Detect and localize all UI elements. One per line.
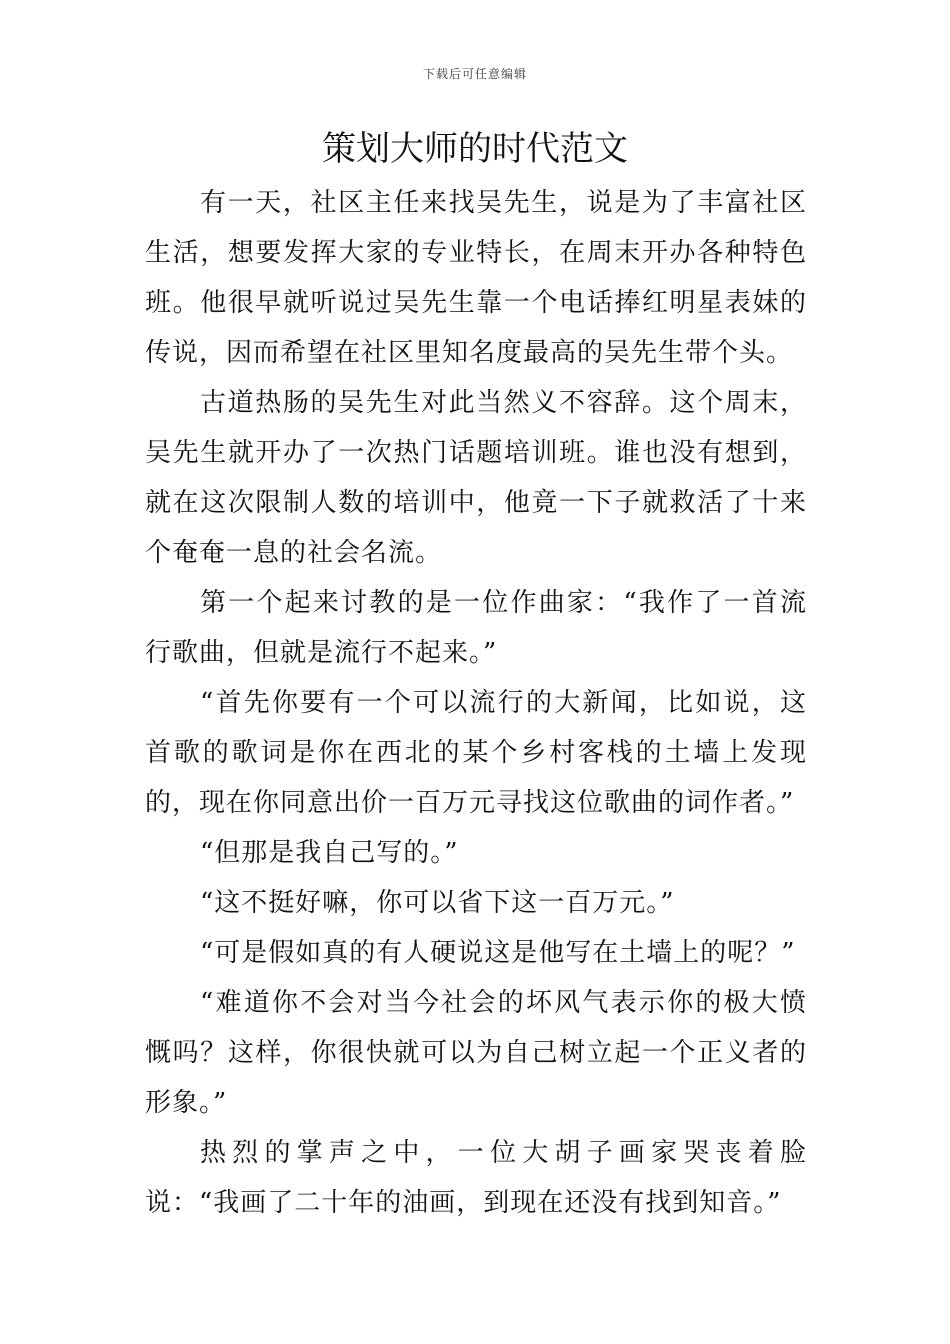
- paragraph: 有一天，社区主任来找吴先生，说是为了丰富社区生活，想要发挥大家的专业特长，在周末开办各种特色班。他很早就听说过吴先生靠一个电话捧红明星表妹的传说，因而希望在社区里知名度最高的吴先生带个头。: [145, 188, 807, 368]
- paragraph: “但那是我自己写的。”: [200, 838, 459, 868]
- page-title: 策划大师的时代范文: [322, 129, 628, 169]
- paragraph: 第一个起来讨教的是一位作曲家：“我作了一首流行歌曲，但就是流行不起来。”: [145, 588, 807, 668]
- paragraph: 古道热肠的吴先生对此当然义不容辞。这个周末，吴先生就开办了一次热门话题培训班。谁也没有想到，就在这次限制人数的培训中，他竟一下子就救活了十来个奄奄一息的社会名流。: [145, 388, 807, 568]
- paragraph: 热烈的掌声之中，一位大胡子画家哭丧着脸说：“我画了二十年的油画，到现在还没有找到知音。”: [145, 1138, 807, 1218]
- paragraph: “可是假如真的有人硬说这是他写在土墙上的呢？”: [200, 938, 796, 968]
- article-body: [145, 178, 807, 1228]
- paragraph: “首先你要有一个可以流行的大新闻，比如说，这首歌的歌词是你在西北的某个乡村客栈的土墙上发现的，现在你同意出价一百万元寻找这位歌曲的词作者。”: [145, 688, 807, 818]
- paragraph: “这不挺好嘛，你可以省下这一百万元。”: [200, 888, 675, 918]
- header-note: 下载后可任意编辑: [422, 67, 527, 81]
- paragraph: “难道你不会对当今社会的坏风气表示你的极大愤慨吗？这样，你很快就可以为自己树立起一个正义者的形象。”: [145, 988, 807, 1118]
